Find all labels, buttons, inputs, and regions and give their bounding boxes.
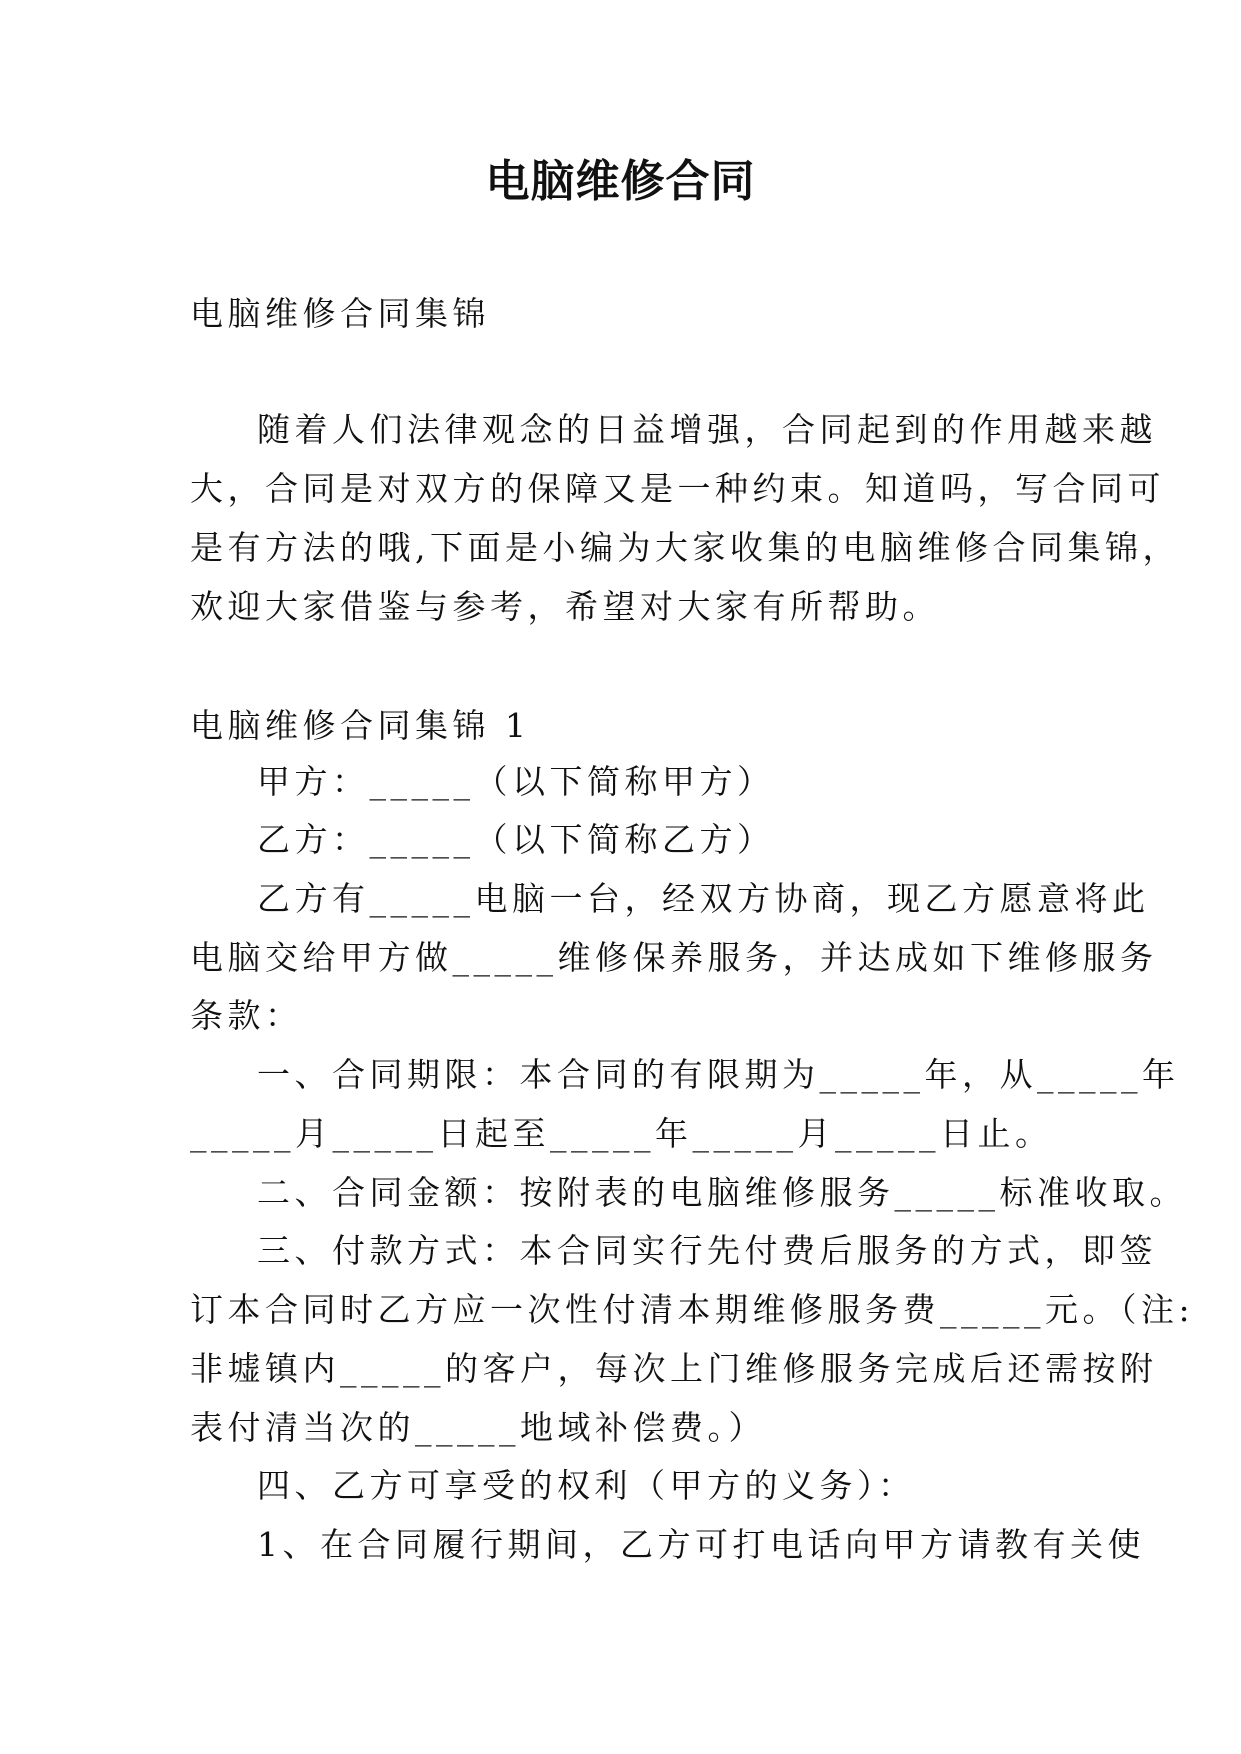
- document-subtitle: 电脑维修合同集锦: [190, 294, 490, 333]
- intro-line: 欢迎大家借鉴与参考，希望对大家有所帮助。: [190, 587, 940, 626]
- contract-line: 表付清当次的_____地域补偿费。）: [190, 1408, 766, 1447]
- contract-line: 非墟镇内_____的客户，每次上门维修服务完成后还需按附: [190, 1349, 1158, 1388]
- contract-line: 电脑交给甲方做_____维修保养服务，并达成如下维修服务: [190, 938, 1158, 977]
- section-heading: 电脑维修合同集锦 1: [190, 706, 531, 745]
- contract-line: 1、在合同履行期间，乙方可打电话向甲方请教有关使: [257, 1525, 1145, 1564]
- contract-line: 甲方：_____（以下简称甲方）: [257, 762, 775, 801]
- contract-line: 二、合同金额：按附表的电脑维修服务_____标准收取。: [257, 1173, 1187, 1212]
- page-title: 电脑维修合同: [485, 156, 756, 207]
- contract-line: 订本合同时乙方应一次性付清本期维修服务费_____元。（注:: [190, 1290, 1195, 1329]
- contract-line: 乙方：_____（以下简称乙方）: [257, 820, 775, 859]
- contract-line: 乙方有_____电脑一台，经双方协商，现乙方愿意将此: [257, 879, 1150, 918]
- contract-line: 一、合同期限：本合同的有限期为_____年，从_____年: [257, 1055, 1180, 1094]
- contract-line: _____月_____日起至_____年_____月_____日止。: [190, 1114, 1053, 1153]
- contract-line: 四、乙方可享受的权利（甲方的义务）：: [257, 1466, 916, 1505]
- intro-line: 大，合同是对双方的保障又是一种约束。知道吗，写合同可: [190, 469, 1165, 508]
- intro-line: 是有方法的哦,下面是小编为大家收集的电脑维修合同集锦，: [190, 528, 1180, 567]
- intro-line: 随着人们法律观念的日益增强，合同起到的作用越来越: [257, 410, 1157, 449]
- contract-line: 条款：: [190, 996, 303, 1035]
- contract-line: 三、付款方式：本合同实行先付费后服务的方式，即签: [257, 1231, 1157, 1270]
